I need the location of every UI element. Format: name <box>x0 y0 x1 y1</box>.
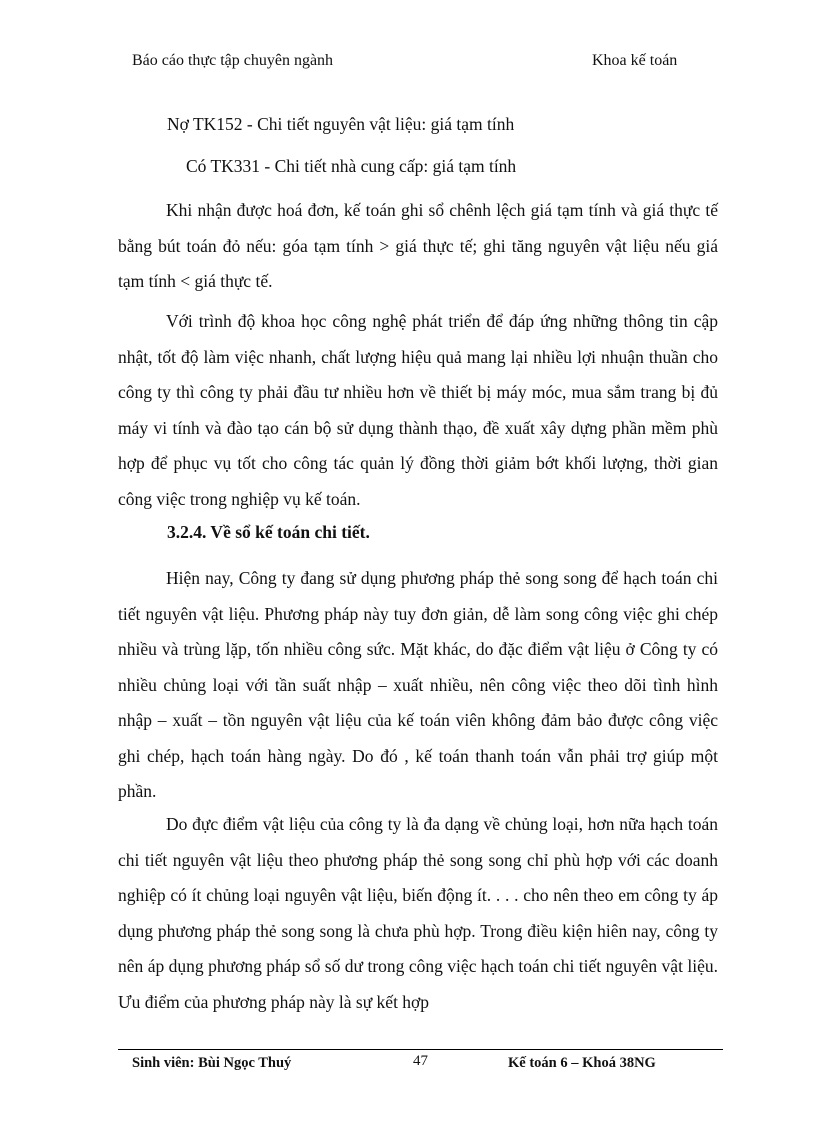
paragraph-technology-investment: Với trình độ khoa học công nghệ phát triển để đáp ứng những thông tin cập nhật, tốt độ làm việc nhanh, chất lượng hiệu quả mang lại nhiều lợi nhuận thuần cho công ty thì công ty phải đầu tư nhiều hơn về thiết bị máy móc, mua sắm trang bị đủ máy vi tính và đào tạo cán bộ sử dụng thành thạo, đề xuất xây dựng phần mềm phù hợp để phục vụ tốt cho công tác quản lý đồng thời giảm bớt khối lượng, thời gian công việc trong nghiệp vụ kế toán. <box>118 311 718 509</box>
footer-student-name: Sinh viên: Bùi Ngọc Thuý <box>132 1055 292 1071</box>
section-heading: 3.2.4. Về sổ kế toán chi tiết. <box>167 522 370 542</box>
header-report-title: Báo cáo thực tập chuyên ngành <box>132 52 334 69</box>
footer-class: Kế toán 6 – Khoá 38NG <box>508 1055 656 1071</box>
footer-divider <box>118 1049 723 1050</box>
paragraph-current-method: Hiện nay, Công ty đang sử dụng phương pháp thẻ song song để hạch toán chi tiết nguyên vật liệu. Phương pháp này tuy đơn giản, dễ làm song công việc ghi chép nhiều và trùng lặp, tốn nhiều công sức. Mặt khác, do đặc điểm vật liệu ở Công ty có nhiều chủng loại với tần suất nhập – xuất nhiều, nên công việc theo dõi tình hình nhập – xuất – tồn nguyên vật liệu của kế toán viên không đảm bảo được công việc ghi chép, hạch toán hàng ngày. Do đó , kế toán thanh toán vẫn phải trợ giúp một phần. <box>118 568 718 801</box>
header-department: Khoa kế toán <box>592 52 678 69</box>
paragraph-recommendation: Do đực điểm vật liệu của công ty là đa dạng về chủng loại, hơn nữa hạch toán chi tiết nguyên vật liệu theo phương pháp thẻ song song chỉ phù hợp với các doanh nghiệp có ít chủng loại nguyên vật liệu, biến động ít. . . . cho nên theo em công ty áp dụng phương pháp thẻ song song là chưa phù hợp. Trong điều kiện hiên nay, công ty nên áp dụng phương pháp sổ số dư trong công việc hạch toán chi tiết nguyên vật liệu. Ưu điểm của phương pháp này là sự kết hợp <box>118 814 718 1012</box>
journal-entry-debit: Nợ TK152 - Chi tiết nguyên vật liệu: giá tạm tính <box>167 114 515 134</box>
journal-entry-credit: Có TK331 - Chi tiết nhà cung cấp: giá tạm tính <box>186 156 517 176</box>
page-number: 47 <box>413 1053 428 1069</box>
paragraph-invoice-adjustment: Khi nhận được hoá đơn, kế toán ghi sổ chênh lệch giá tạm tính và giá thực tế bằng bút toán đỏ nếu: góa tạm tính > giá thực tế; ghi tăng nguyên vật liệu nếu giá tạm tính < giá thực tế. <box>118 200 718 291</box>
